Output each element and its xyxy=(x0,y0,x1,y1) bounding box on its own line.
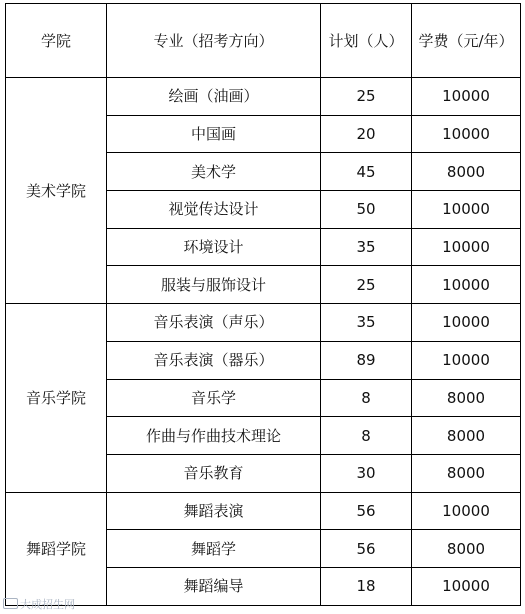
header-plan-label: 计划（人） xyxy=(328,31,404,50)
header-fee xyxy=(412,4,521,78)
major-cell: 音乐教育 xyxy=(107,454,321,492)
major-cell: 视觉传达设计 xyxy=(107,191,321,229)
header-fee-label: 学费（元/年） xyxy=(418,31,514,50)
fee-cell: 10000 xyxy=(412,304,521,342)
fee-cell: 10000 xyxy=(412,115,521,153)
major-cell: 服装与服饰设计 xyxy=(107,266,321,304)
major-cell: 舞蹈表演 xyxy=(107,492,321,530)
table-row xyxy=(6,78,521,116)
plan-cell: 45 xyxy=(321,153,412,191)
major-cell: 音乐学 xyxy=(107,379,321,417)
plan-cell: 25 xyxy=(321,78,412,116)
header-major: 专业（招考方向） xyxy=(107,4,321,78)
enrollment-table xyxy=(5,3,521,606)
fee-cell: 10000 xyxy=(412,341,521,379)
major-cell: 音乐表演（器乐） xyxy=(107,341,321,379)
major-cell: 舞蹈编导 xyxy=(107,567,321,605)
plan-cell: 56 xyxy=(321,530,412,568)
college-cell: 舞蹈学院 xyxy=(6,492,107,605)
major-cell: 绘画（油画） xyxy=(107,78,321,116)
header-college: 学院 xyxy=(6,4,107,78)
plan-cell: 18 xyxy=(321,567,412,605)
plan-cell: 8 xyxy=(321,379,412,417)
header-row xyxy=(6,4,521,78)
fee-cell: 8000 xyxy=(412,153,521,191)
fee-cell: 8000 xyxy=(412,417,521,455)
watermark xyxy=(3,596,75,612)
fee-cell: 8000 xyxy=(412,454,521,492)
plan-cell: 89 xyxy=(321,341,412,379)
fee-cell: 8000 xyxy=(412,530,521,568)
major-cell: 环境设计 xyxy=(107,228,321,266)
plan-cell: 35 xyxy=(321,228,412,266)
plan-cell: 25 xyxy=(321,266,412,304)
watermark-text: 大成招生网 xyxy=(20,598,75,611)
table-body xyxy=(6,78,521,606)
plan-cell: 20 xyxy=(321,115,412,153)
fee-cell: 10000 xyxy=(412,266,521,304)
fee-cell: 8000 xyxy=(412,379,521,417)
fee-cell: 10000 xyxy=(412,492,521,530)
table-row xyxy=(6,492,521,530)
plan-cell: 50 xyxy=(321,191,412,229)
fee-cell: 10000 xyxy=(412,228,521,266)
major-cell: 音乐表演（声乐） xyxy=(107,304,321,342)
plan-cell: 30 xyxy=(321,454,412,492)
fee-cell: 10000 xyxy=(412,191,521,229)
table-row xyxy=(6,304,521,342)
major-cell: 舞蹈学 xyxy=(107,530,321,568)
major-cell: 中国画 xyxy=(107,115,321,153)
major-cell: 作曲与作曲技术理论 xyxy=(107,417,321,455)
college-cell: 美术学院 xyxy=(6,78,107,304)
plan-cell: 8 xyxy=(321,417,412,455)
plan-cell: 56 xyxy=(321,492,412,530)
major-cell: 美术学 xyxy=(107,153,321,191)
header-plan xyxy=(321,4,412,78)
college-cell: 音乐学院 xyxy=(6,304,107,492)
fee-cell: 10000 xyxy=(412,567,521,605)
fee-cell: 10000 xyxy=(412,78,521,116)
watermark-logo-icon xyxy=(3,598,18,609)
plan-cell: 35 xyxy=(321,304,412,342)
